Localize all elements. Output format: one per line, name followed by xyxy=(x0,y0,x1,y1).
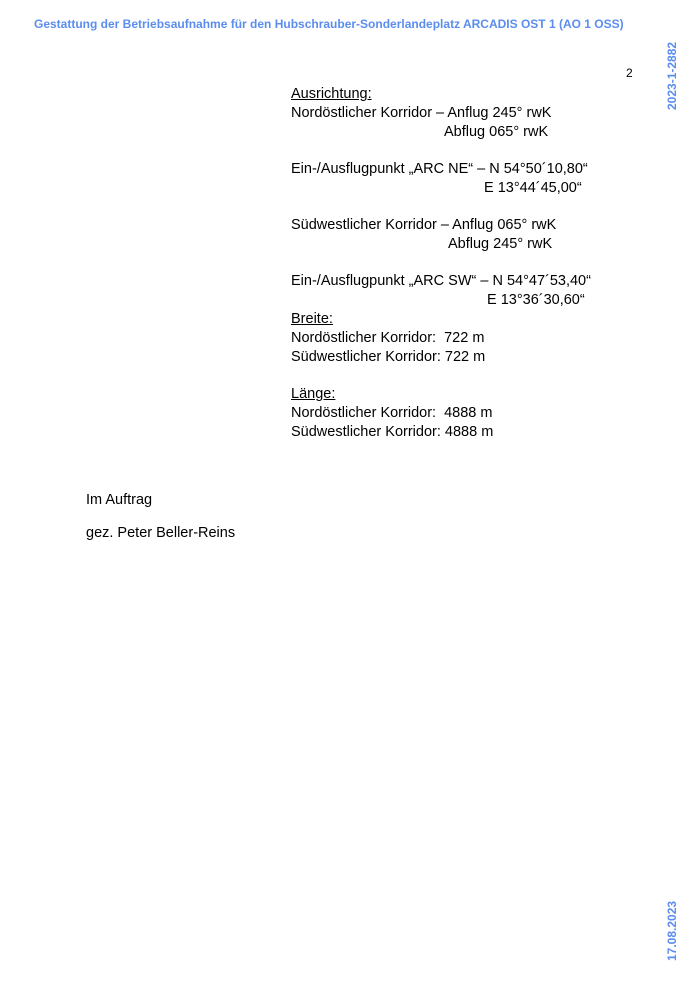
ne-corridor-departure: Abflug 065° rwK xyxy=(444,124,549,140)
sw-corridor-approach: Südwestlicher Korridor – Anflug 065° rwK xyxy=(291,217,557,233)
sw-corridor-departure: Abflug 245° rwK xyxy=(448,236,553,252)
ne-waypoint-east: E 13°44´45,00“ xyxy=(484,180,582,196)
length-heading: Länge: xyxy=(291,386,336,402)
length-sw: Südwestlicher Korridor: 4888 m xyxy=(291,424,494,440)
on-behalf-line: Im Auftrag xyxy=(86,492,153,508)
width-ne: Nordöstlicher Korridor: 722 m xyxy=(291,330,485,346)
orientation-heading: Ausrichtung: xyxy=(291,86,372,102)
page-number: 2 xyxy=(626,66,633,80)
sw-waypoint-east: E 13°36´30,60“ xyxy=(487,292,585,308)
width-heading: Breite: xyxy=(291,311,333,327)
length-ne: Nordöstlicher Korridor: 4888 m xyxy=(291,405,493,421)
ne-corridor-approach: Nordöstlicher Korridor – Anflug 245° rwK xyxy=(291,105,552,121)
reference-number: 2023-1-2882 xyxy=(665,41,679,110)
document-header-title: Gestattung der Betriebsaufnahme für den Hubschrauber-Sonderlandeplatz ARCADIS OST 1 (AO 1 OSS) xyxy=(34,17,624,31)
width-sw: Südwestlicher Korridor: 722 m xyxy=(291,349,486,365)
document-date: 17.08.2023 xyxy=(665,900,679,961)
sw-waypoint-north: Ein-/Ausflugpunkt „ARC SW“ – N 54°47´53,40“ xyxy=(291,273,591,289)
signature-line: gez. Peter Beller-Reins xyxy=(86,525,236,541)
ne-waypoint-north: Ein-/Ausflugpunkt „ARC NE“ – N 54°50´10,80“ xyxy=(291,161,588,177)
corridor-specification xyxy=(291,85,611,442)
